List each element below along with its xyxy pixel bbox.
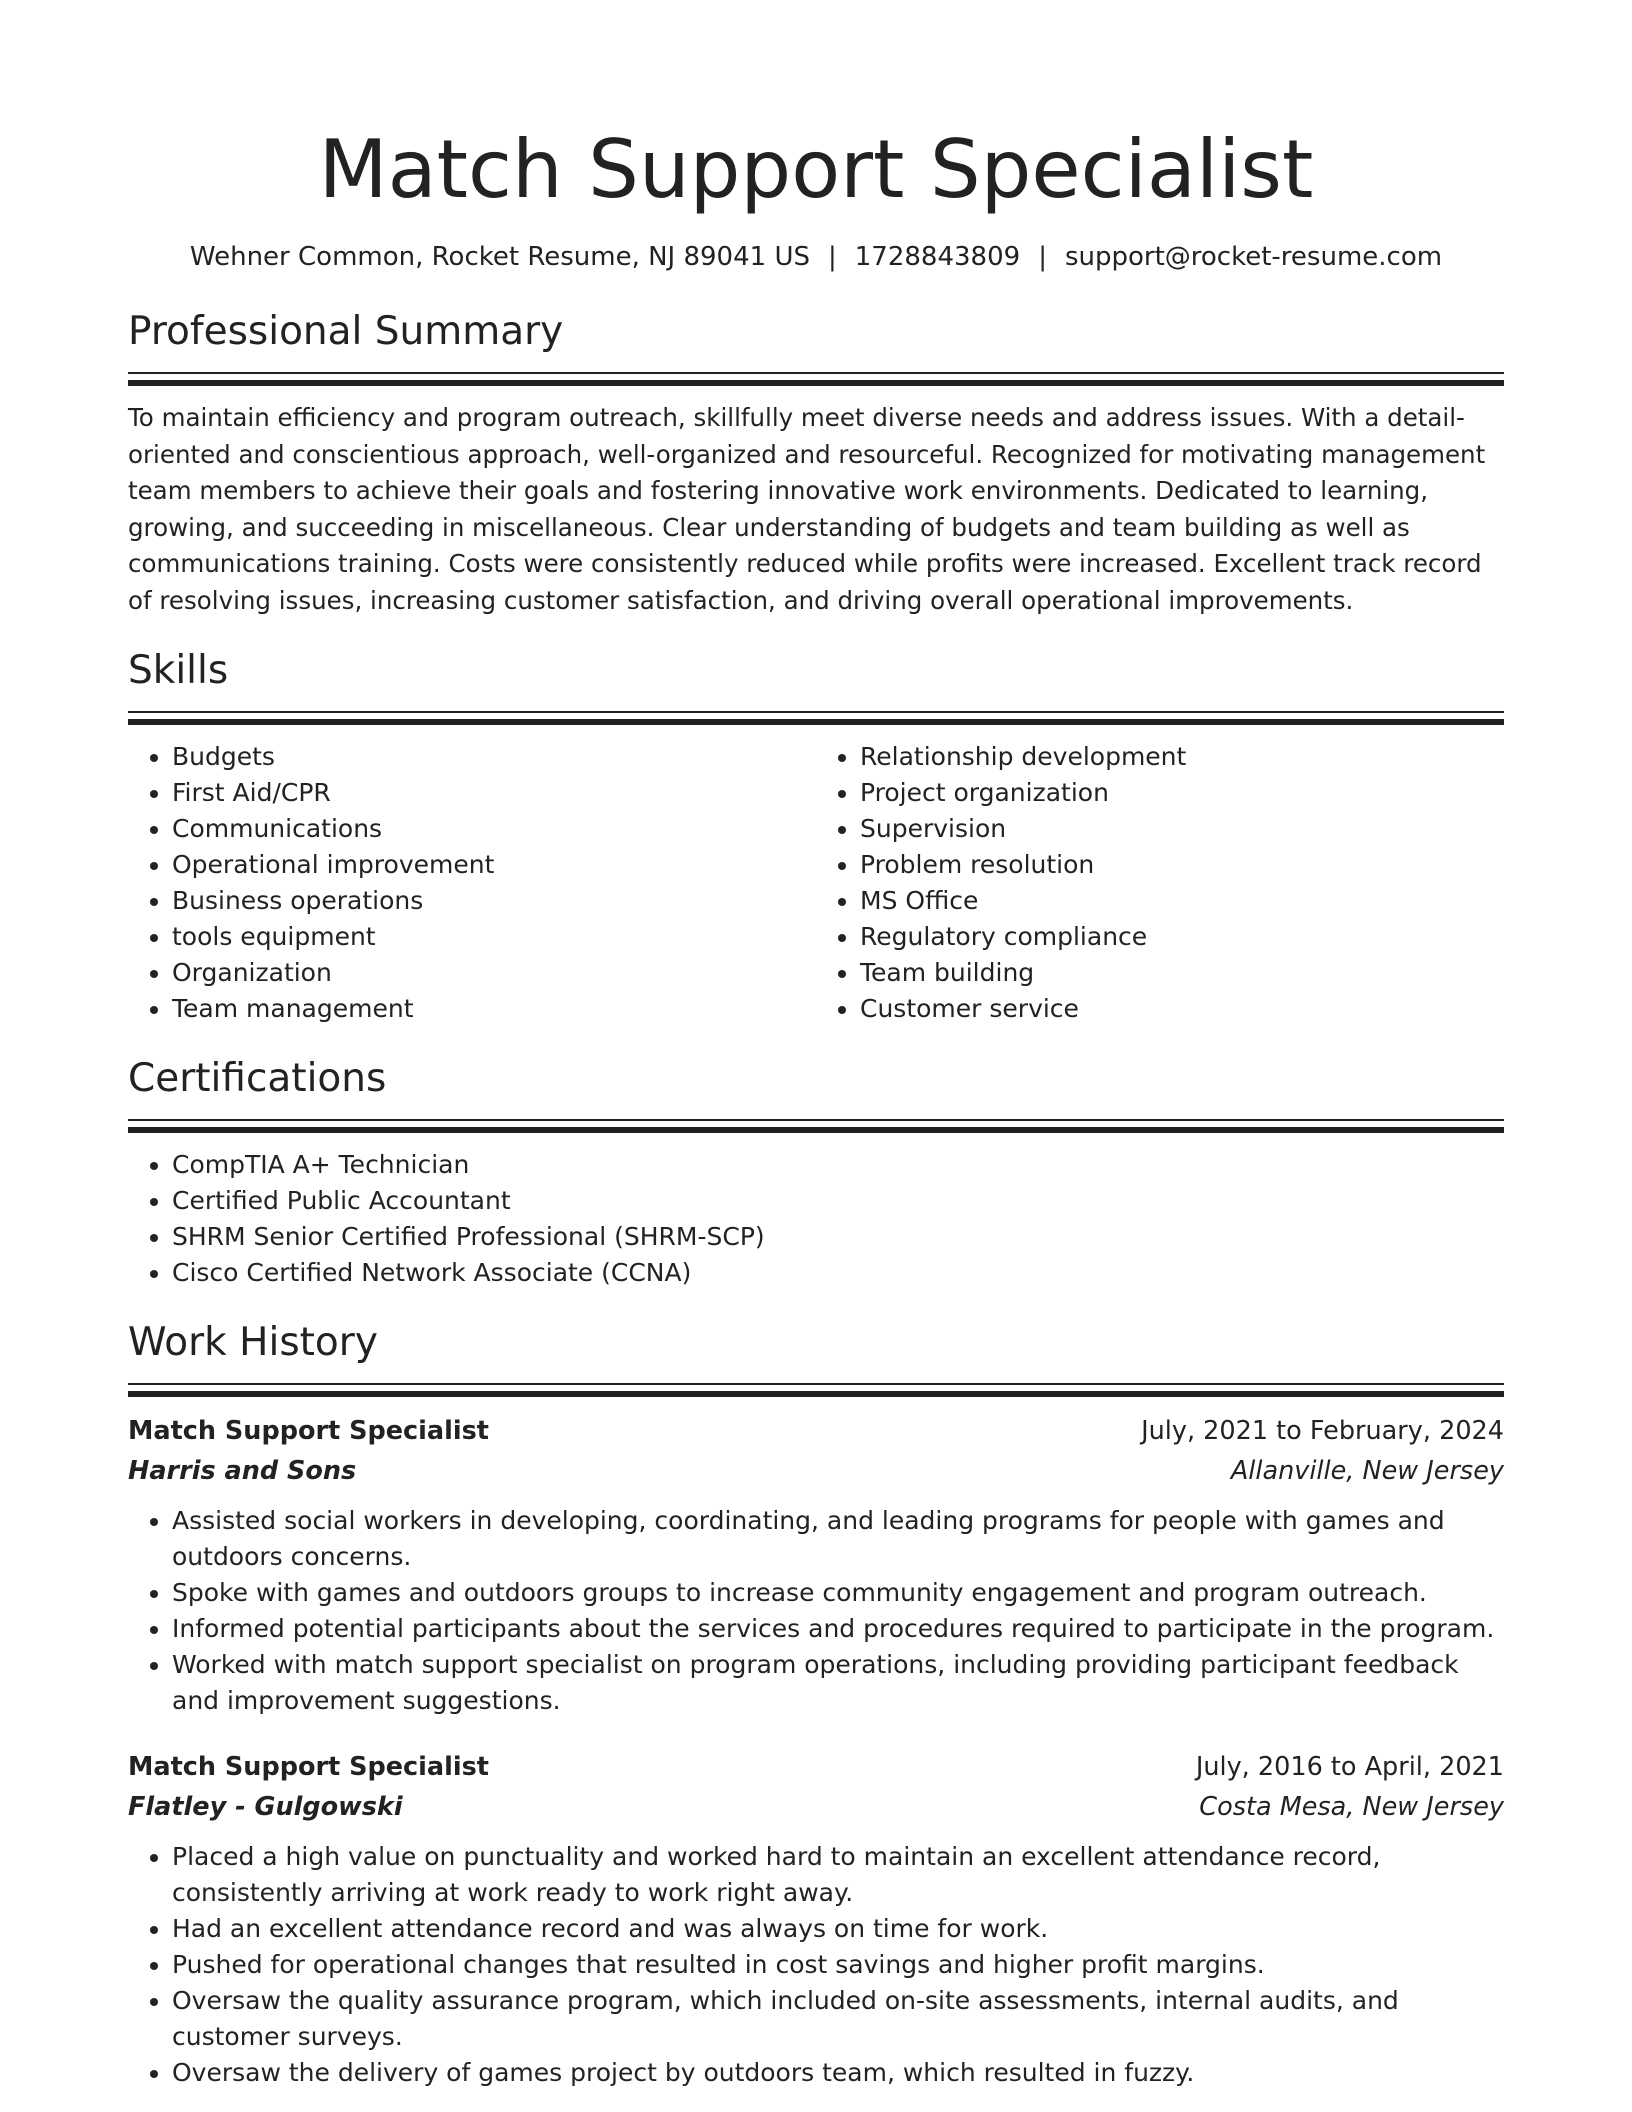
section-divider [128,372,1504,386]
contact-separator: | [1038,242,1047,272]
contact-separator: | [828,242,837,272]
job-bullet: • Worked with match support specialist on program operations, including providing participant feedback and improvement suggestions. [172,1647,1504,1719]
summary-text: To maintain efficiency and program outreach, skillfully meet diverse needs and address issues. With a detail-oriented and conscientious approach, well-organized and resourceful. Recognized for motivating management team members to achieve their goals and fostering innovative work environments. Dedicated to learning, growing, and succeeding in miscellaneous. Clear understanding of budgets and team building as well as communications training. Costs were consistently reduced while profits were increased. Excellent track record of resolving issues, increasing customer satisfaction, and driving overall operational improvements. [128,403,1486,615]
job-title: Match Support Specialist [128,1752,489,1782]
job-bullet: • Informed potential participants about the services and procedures required to participate in the program. [172,1611,1504,1647]
job-company: Harris and Sons [128,1456,357,1486]
skill-item: • Team management [172,991,816,1027]
job-company: Flatley - Gulgowski [128,1792,403,1822]
job-company-row [128,1451,1504,1491]
section-title-summary: Professional Summary [128,309,564,354]
job-dates: July, 2021 to February, 2024 [1141,1416,1504,1446]
section-divider [128,1383,1504,1397]
skill-item: • Problem resolution [860,847,1504,883]
resume-name: Match Support Specialist [318,123,1314,216]
certification-item: • Cisco Certified Network Associate (CCNA) [172,1255,1504,1291]
job-bullets [128,1503,1504,1719]
resume-page [128,0,1504,2091]
job-bullet: • Had an excellent attendance record and was always on time for work. [172,1911,1504,1947]
section-title-skills: Skills [128,648,229,693]
skills-section [128,647,1504,1027]
contact-email[interactable]: support@rocket-resume.com [1064,242,1443,272]
job-bullet: • Oversaw the quality assurance program, which included on-site assessments, internal audits, and customer surveys. [172,1983,1504,2055]
skill-item: • Relationship development [860,739,1504,775]
section-title-certifications: Certifications [128,1056,387,1101]
job-entry [128,1747,1504,2091]
job-dates: July, 2016 to April, 2021 [1195,1752,1504,1782]
certifications-section [128,1055,1504,1291]
certifications-list [128,1147,1504,1291]
contact-phone: 1728843809 [854,242,1021,272]
job-company-row [128,1787,1504,1827]
skill-item: • Operational improvement [172,847,816,883]
skill-item: • Business operations [172,883,816,919]
certification-item: • SHRM Senior Certified Professional (SHRM-SCP) [172,1219,1504,1255]
skills-columns [128,739,1504,1027]
job-bullets [128,1839,1504,2091]
skill-item: • Customer service [860,991,1504,1027]
skill-item: • Organization [172,955,816,991]
job-header-row [128,1411,1504,1451]
job-location: Costa Mesa, New Jersey [1199,1792,1504,1822]
certification-item: • Certified Public Accountant [172,1183,1504,1219]
job-header-row [128,1747,1504,1787]
skill-item: • MS Office [860,883,1504,919]
summary-section [128,308,1504,619]
skill-item: • Regulatory compliance [860,919,1504,955]
job-bullet: • Pushed for operational changes that resulted in cost savings and higher profit margins. [172,1947,1504,1983]
contact-line [128,240,1504,274]
skill-item: • Team building [860,955,1504,991]
section-divider [128,1119,1504,1133]
skills-list-right [816,739,1504,1027]
skill-item: • Supervision [860,811,1504,847]
section-divider [128,711,1504,725]
certification-item: • CompTIA A+ Technician [172,1147,1504,1183]
skill-item: • First Aid/CPR [172,775,816,811]
contact-address: Wehner Common, Rocket Resume, NJ 89041 US [189,242,810,272]
skill-item: • Budgets [172,739,816,775]
skill-item: • tools equipment [172,919,816,955]
job-bullet: • Spoke with games and outdoors groups to increase community engagement and program outreach. [172,1575,1504,1611]
job-bullet: • Oversaw the delivery of games project by outdoors team, which resulted in fuzzy. [172,2055,1504,2091]
job-bullet: • Placed a high value on punctuality and worked hard to maintain an excellent attendance record, consistently arriving at work ready to work right away. [172,1839,1504,1911]
skill-item: • Communications [172,811,816,847]
work-history-section [128,1319,1504,2091]
skills-list-left [128,739,816,1027]
section-title-work-history: Work History [128,1320,378,1365]
job-bullet: • Assisted social workers in developing, coordinating, and leading programs for people with games and outdoors concerns. [172,1503,1504,1575]
job-title: Match Support Specialist [128,1416,489,1446]
skill-item: • Project organization [860,775,1504,811]
job-location: Allanville, New Jersey [1230,1456,1504,1486]
job-entry [128,1411,1504,1719]
